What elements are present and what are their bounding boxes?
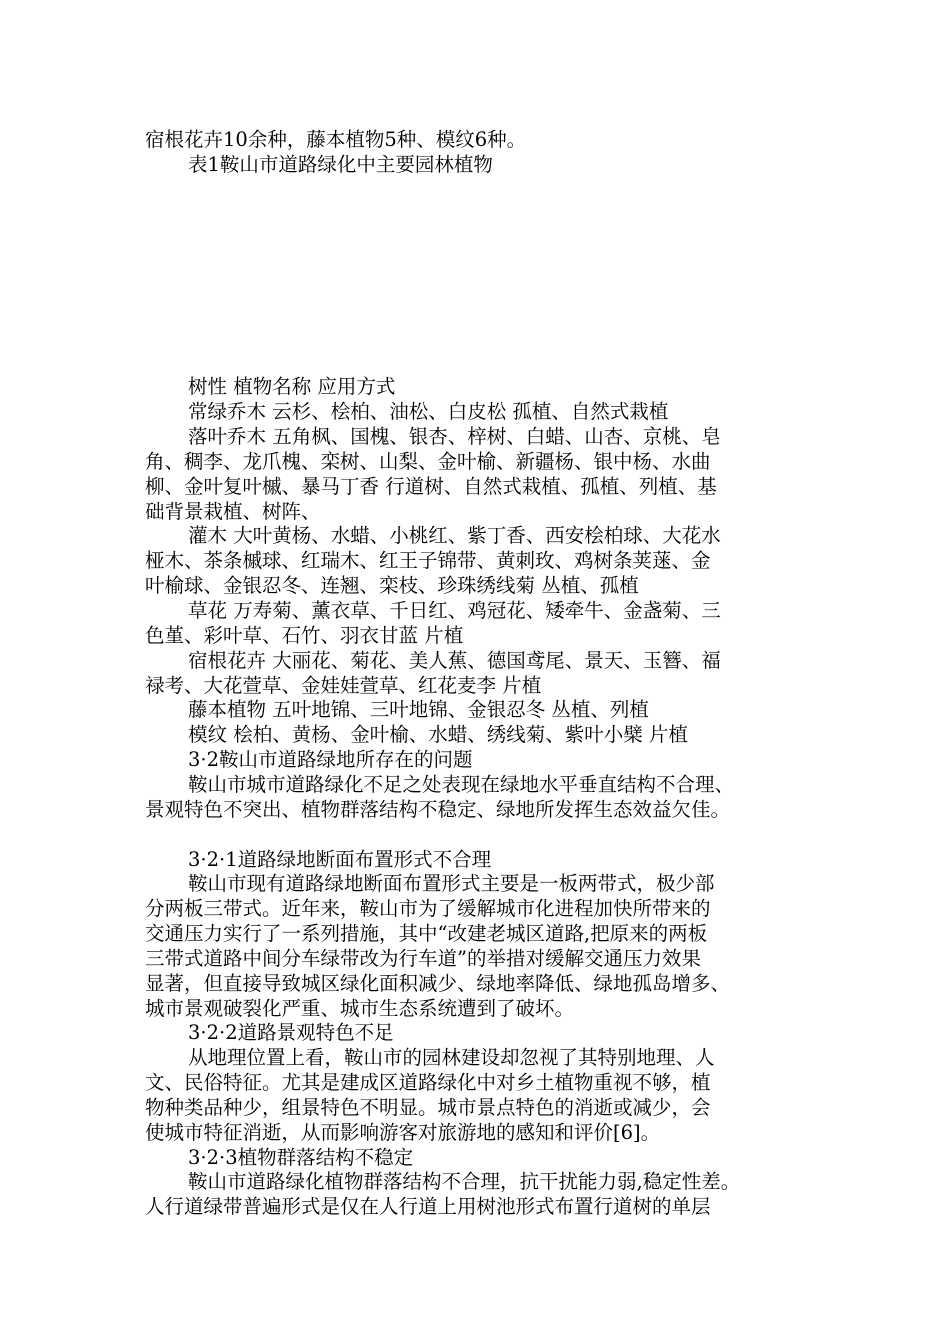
- paragraph-3-2-2-cont: 文、民俗特征。尤其是建成区道路绿化中对乡土植物重视不够，植: [145, 1071, 711, 1094]
- table-row-evergreen: 常绿乔木 云杉、桧柏、油松、白皮松 孤植、自然式栽植: [188, 400, 669, 423]
- table-row-flower: 草花 万寿菊、薰衣草、千日红、鸡冠花、矮牵牛、金盏菊、三: [188, 599, 721, 622]
- table-row-perennial-cont: 禄考、大花萱草、金娃娃萱草、红花麦李 片植: [145, 674, 542, 697]
- table-row-shrub: 灌木 大叶黄杨、水蜡、小桃红、紫丁香、西安桧柏球、大花水: [188, 524, 721, 547]
- section-heading-3-2-1: 3·2·1道路绿地断面布置形式不合理: [188, 848, 492, 871]
- table-row-deciduous-cont: 柳、金叶复叶槭、暴马丁香 行道树、自然式栽植、孤植、列植、基: [145, 475, 717, 498]
- paragraph-3-2-1-cont: 显著，但直接导致城区绿化面积减少、绿地率降低、绿地孤岛增多、: [145, 972, 731, 995]
- paragraph-3-2-3-cont: 人行道绿带普遍形式是仅在人行道上用树池形式布置行道树的单层: [145, 1195, 711, 1218]
- paragraph-3-2-2: 从地理位置上看，鞍山市的园林建设却忽视了其特别地理、人: [188, 1046, 715, 1069]
- paragraph-3-2-1-cont: 分两板三带式。近年来，鞍山市为了缓解城市化进程加快所带来的: [145, 897, 711, 920]
- paragraph-3-2-1-cont: 交通压力实行了一系列措施，其中“改建老城区道路,把原来的两板: [145, 922, 708, 945]
- paragraph-3-2-2-cont: 物种类品种少，组景特色不明显。城市景点特色的消逝或减少，会: [145, 1096, 711, 1119]
- section-heading-3-2-3: 3·2·3植物群落结构不稳定: [188, 1146, 414, 1169]
- paragraph-3-2-1-cont: 城市景观破裂化严重、城市生态系统遭到了破坏。: [145, 997, 575, 1020]
- table-row-deciduous: 落叶乔木 五角枫、国槐、银杏、梓树、白蜡、山杏、京桃、皂: [188, 425, 721, 448]
- paragraph-3-2-1: 鞍山市现有道路绿地断面布置形式主要是一板两带式，极少部: [188, 872, 715, 895]
- paragraph-3-2-1-cont: 三带式道路中间分车绿带改为行车道”的举措对缓解交通压力效果: [145, 947, 701, 970]
- intro-tail-text: 宿根花卉10余种，藤本植物5种、模纹6种。: [145, 128, 527, 151]
- table-row-perennial: 宿根花卉 大丽花、菊花、美人蕉、德国鸢尾、景天、玉簪、福: [188, 649, 721, 672]
- section-heading-3-2-2: 3·2·2道路景观特色不足: [188, 1021, 394, 1044]
- paragraph-3-2-3: 鞍山市道路绿化植物群落结构不合理，抗干扰能力弱,稳定性差。: [188, 1170, 741, 1193]
- table-row-deciduous-cont: 础背景栽植、树阵、: [145, 500, 321, 523]
- table-header: 树性 植物名称 应用方式: [188, 375, 396, 398]
- paragraph-3-2: 鞍山市城市道路绿化不足之处表现在绿地水平垂直结构不合理、: [188, 773, 735, 796]
- section-heading-3-2: 3·2鞍山市道路绿地所存在的问题: [188, 748, 473, 771]
- table-row-deciduous-cont: 角、稠李、龙爪槐、栾树、山梨、金叶榆、新疆杨、银中杨、水曲: [145, 450, 711, 473]
- table-caption: 表1鞍山市道路绿化中主要园林植物: [188, 153, 493, 176]
- table-row-shrub-cont: 桠木、茶条槭球、红瑞木、红王子锦带、黄刺玫、鸡树条荚蒾、金: [145, 549, 711, 572]
- table-row-pattern: 模纹 桧柏、黄杨、金叶榆、水蜡、绣线菊、紫叶小檗 片植: [188, 723, 688, 746]
- paragraph-3-2-cont: 景观特色不突出、植物群落结构不稳定、绿地所发挥生态效益欠佳。: [145, 798, 731, 821]
- table-row-vine: 藤本植物 五叶地锦、三叶地锦、金银忍冬 丛植、列植: [188, 698, 649, 721]
- table-row-shrub-cont: 叶榆球、金银忍冬、连翘、栾枝、珍珠绣线菊 丛植、孤植: [145, 574, 639, 597]
- paragraph-3-2-2-cont: 使城市特征消逝，从而影响游客对旅游地的感知和评价[6]。: [145, 1121, 661, 1144]
- table-row-flower-cont: 色堇、彩叶草、石竹、羽衣甘蓝 片植: [145, 624, 464, 647]
